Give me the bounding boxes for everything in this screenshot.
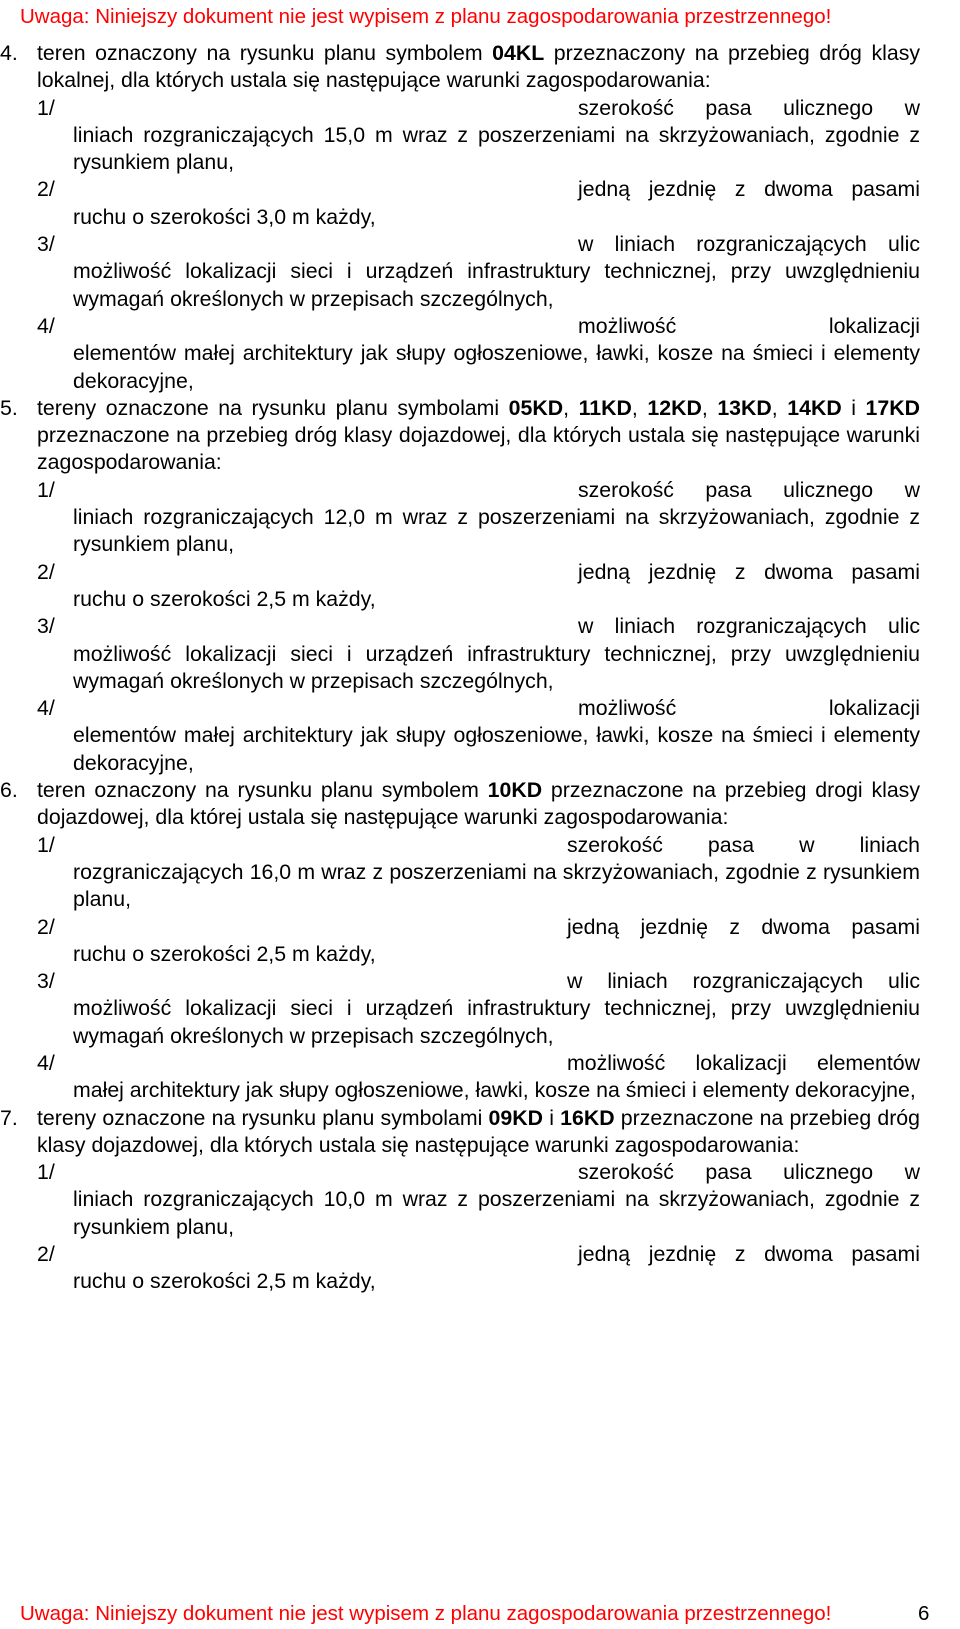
item-lead-text: w liniach rozgraniczających ulic [578,232,920,257]
item-lead-text: jedną jezdnię z dwoma pasami [578,177,920,202]
document-body [0,40,960,1296]
intro-text-before: teren oznaczony na rysunku planu symbolem [37,41,493,65]
section-number: 4. [0,41,18,65]
list-item [0,914,960,969]
area-symbol: 13KD [717,395,772,420]
item-number: 3/ [37,969,55,994]
list-item [0,832,960,914]
item-text: liniach rozgraniczających 15,0 m wraz z poszerzeniami na skrzyżowaniach, zgodnie z rysunkiem planu, [73,122,920,175]
list-item [0,559,960,614]
section-number: 6. [0,778,18,803]
item-text: ruchu o szerokości 3,0 m każdy, [73,204,376,229]
item-text: ruchu o szerokości 2,5 m każdy, [73,586,376,611]
item-number: 1/ [37,95,55,120]
item-number: 2/ [37,177,55,202]
area-symbol: 17KD [865,395,920,420]
area-symbol: 11KD [578,395,632,420]
item-lead-text: szerokość pasa w liniach [567,832,920,857]
intro-text-after: przeznaczone na przebieg dróg klasy dojazdowej, dla których ustala się następujące warunki zagospodarowania: [37,423,920,475]
header-warning: Uwaga: Niniejszy dokument nie jest wypisem z planu zagospodarowania przestrzennego! [20,5,832,28]
section-number: 5. [0,395,18,420]
item-number: 2/ [37,1242,55,1267]
item-number: 4/ [37,696,55,721]
list-item [0,176,960,231]
section-6 [0,777,960,832]
item-number: 1/ [37,477,55,502]
item-text: elementów małej architektury jak słupy ogłoszeniowe, ławki, kosze na śmieci i elementy dekoracyjne, [73,341,920,393]
item-lead-text: jedną jezdnię z dwoma pasami [567,914,920,939]
item-text: ruchu o szerokości 2,5 m każdy, [73,1269,376,1294]
item-text: liniach rozgraniczających 12,0 m wraz z poszerzeniami na skrzyżowaniach, zgodnie z rysunkiem planu, [73,505,920,557]
intro-text-after: przeznaczony na przebieg dróg klasy lokalnej, dla których ustala się następujące warunki zagospodarowania: [37,41,920,93]
item-number: 1/ [37,832,55,857]
list-item [0,95,960,177]
intro-text-before: tereny oznaczone na rysunku planu symbolami [37,395,509,420]
item-text: małej architektury jak słupy ogłoszeniowe, ławki, kosze na śmieci i elementy dekoracyjne, [73,1078,916,1103]
section-number: 7. [0,1105,18,1130]
section-5 [0,395,960,477]
intro-text-after: przeznaczone na przebieg dróg klasy dojazdowej, dla których ustala się następujące warunki zagospodarowania: [37,1105,920,1157]
item-lead-text: jedną jezdnię z dwoma pasami [578,559,920,584]
item-lead-text: możliwość lokalizacji [578,313,920,338]
list-item [0,968,960,1050]
section-4 [0,40,960,95]
item-lead-text: szerokość pasa ulicznego w [578,95,920,120]
area-symbol: 16KD [560,1105,615,1130]
footer-warning: Uwaga: Niniejszy dokument nie jest wypisem z planu zagospodarowania przestrzennego! [20,1602,832,1625]
area-symbol: 10KD [487,778,543,803]
item-number: 2/ [37,559,55,584]
item-text: rozgraniczających 16,0 m wraz z poszerzeniami na skrzyżowaniach, zgodnie z rysunkiem planu, [73,859,920,912]
item-text: elementów małej architektury jak słupy ogłoszeniowe, ławki, kosze na śmieci i elementy dekoracyjne, [73,723,920,775]
area-symbol: 14KD [787,395,842,420]
area-symbol: 04KL [492,41,545,65]
item-lead-text: w liniach rozgraniczających ulic [567,969,920,994]
item-lead-text: w liniach rozgraniczających ulic [578,614,920,639]
item-text: liniach rozgraniczających 10,0 m wraz z poszerzeniami na skrzyżowaniach, zgodnie z rysunkiem planu, [73,1187,920,1239]
area-symbol: 09KD [488,1105,543,1130]
intro-text-before: teren oznaczony na rysunku planu symbolem [37,778,488,803]
area-symbol: 12KD [647,395,702,420]
item-number: 4/ [37,1050,55,1075]
section-intro [37,777,920,832]
item-number: 4/ [37,313,55,338]
section-intro: tereny oznaczone na rysunku planu symbolami 05KD, 11KD, 12KD, 13KD, 14KD i 17KD przeznaczone na przebieg dróg klasy dojazdowej, dla których ustala się następujące warunki zagospodarowania: [37,395,920,475]
list-item [0,1241,960,1296]
page-number: 6 [918,1602,930,1625]
item-lead-text: możliwość lokalizacji [578,696,920,721]
list-item [0,1050,960,1105]
list-item [0,613,960,695]
item-lead-text: jedną jezdnię z dwoma pasami [578,1242,920,1267]
item-text: możliwość lokalizacji sieci i urządzeń infrastruktury technicznej, przy uwzględnieniu wymagań określonych w przepisach szczególnych, [73,641,920,693]
intro-text-after: przeznaczone na przebieg drogi klasy dojazdowej, dla której ustala się następujące warunki zagospodarowania: [37,778,920,830]
item-text: możliwość lokalizacji sieci i urządzeń infrastruktury technicznej, przy uwzględnieniu wymagań określonych w przepisach szczególnych, [73,259,920,311]
list-item [0,1159,960,1241]
item-lead-text: szerokość pasa ulicznego w [578,1160,920,1185]
item-number: 1/ [37,1160,55,1185]
item-lead-text: możliwość lokalizacji elementów [567,1050,920,1075]
item-number: 2/ [37,914,55,939]
section-7 [0,1105,960,1160]
list-item [0,313,960,395]
list-item [0,231,960,313]
item-number: 3/ [37,614,55,639]
item-number: 3/ [37,232,55,257]
item-text: ruchu o szerokości 2,5 m każdy, [73,941,376,966]
list-item [0,695,960,777]
section-intro: tereny oznaczone na rysunku planu symbolami 09KD i 16KD przeznaczone na przebieg dróg klasy dojazdowej, dla których ustala się następujące warunki zagospodarowania: [37,1105,920,1157]
area-symbol: 05KD [508,395,564,420]
list-item [0,477,960,559]
section-intro [37,40,920,95]
intro-text-before: tereny oznaczone na rysunku planu symbolami [37,1105,489,1130]
item-text: możliwość lokalizacji sieci i urządzeń infrastruktury technicznej, przy uwzględnieniu wymagań określonych w przepisach szczególnych, [73,996,920,1048]
item-lead-text: szerokość pasa ulicznego w [578,477,920,502]
